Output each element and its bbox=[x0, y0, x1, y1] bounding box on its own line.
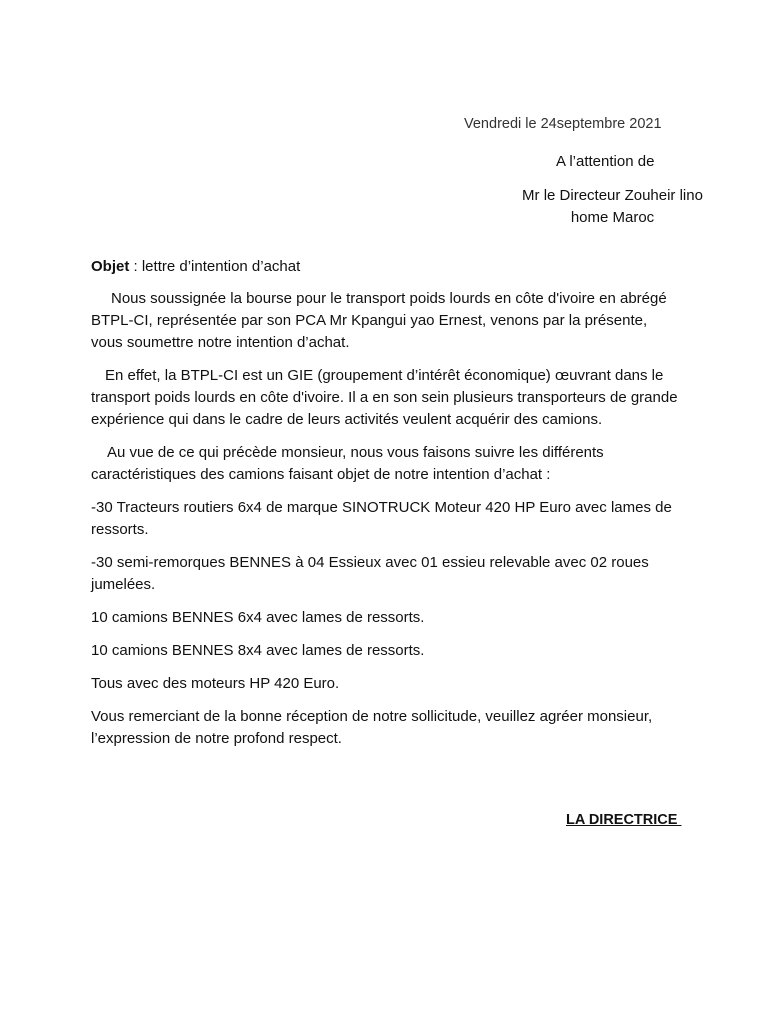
engines-note: Tous avec des moteurs HP 420 Euro. bbox=[91, 675, 340, 692]
attention-line: A l’attention de bbox=[556, 153, 655, 170]
object-text: : lettre d’intention d’achat bbox=[129, 258, 301, 275]
paragraph-context: En effet, la BTPL-CI est un GIE (groupement d’intérêt économique) œuvrant dans le transport poids lourds en côte d'ivoire. Il a en son sein plusieurs transporteurs de grande expérience qui dans le cadre de leurs activités veulent acquérir des camions. bbox=[91, 367, 678, 428]
letter-date: Vendredi le 24septembre 2021 bbox=[464, 116, 662, 132]
object-line bbox=[91, 256, 681, 278]
signature-title: LA DIRECTRICE bbox=[566, 812, 682, 828]
letter-body bbox=[91, 256, 681, 761]
list-item-trucks-6x4: 10 camions BENNES 6x4 avec lames de ressorts. bbox=[91, 609, 425, 626]
paragraph-characteristics: Au vue de ce qui précède monsieur, nous vous faisons suivre les différents caractéristiques des camions faisant objet de notre intention d’achat : bbox=[91, 444, 604, 483]
object-label: Objet bbox=[91, 258, 130, 275]
list-item-tractors: -30 Tracteurs routiers 6x4 de marque SINOTRUCK Moteur 420 HP Euro avec lames de ressorts. bbox=[91, 499, 672, 538]
list-item-trucks-8x4: 10 camions BENNES 8x4 avec lames de ressorts. bbox=[91, 642, 425, 659]
list-item-semi-trailers: -30 semi-remorques BENNES à 04 Essieux avec 01 essieu relevable avec 02 roues jumelées. bbox=[91, 554, 649, 593]
closing-paragraph: Vous remerciant de la bonne réception de notre sollicitude, veuillez agréer monsieur, l’expression de notre profond respect. bbox=[91, 708, 653, 747]
recipient-name: Mr le Directeur Zouheir lino bbox=[522, 187, 703, 204]
paragraph-introduction: Nous soussignée la bourse pour le transport poids lourds en côte d'ivoire en abrégé BTPL-CI, représentée par son PCA Mr Kpangui yao Ernest, venons par la présente, vous soumettre notre intention d’achat. bbox=[91, 290, 667, 351]
recipient-block bbox=[490, 185, 735, 229]
recipient-company: home Maroc bbox=[570, 209, 655, 226]
